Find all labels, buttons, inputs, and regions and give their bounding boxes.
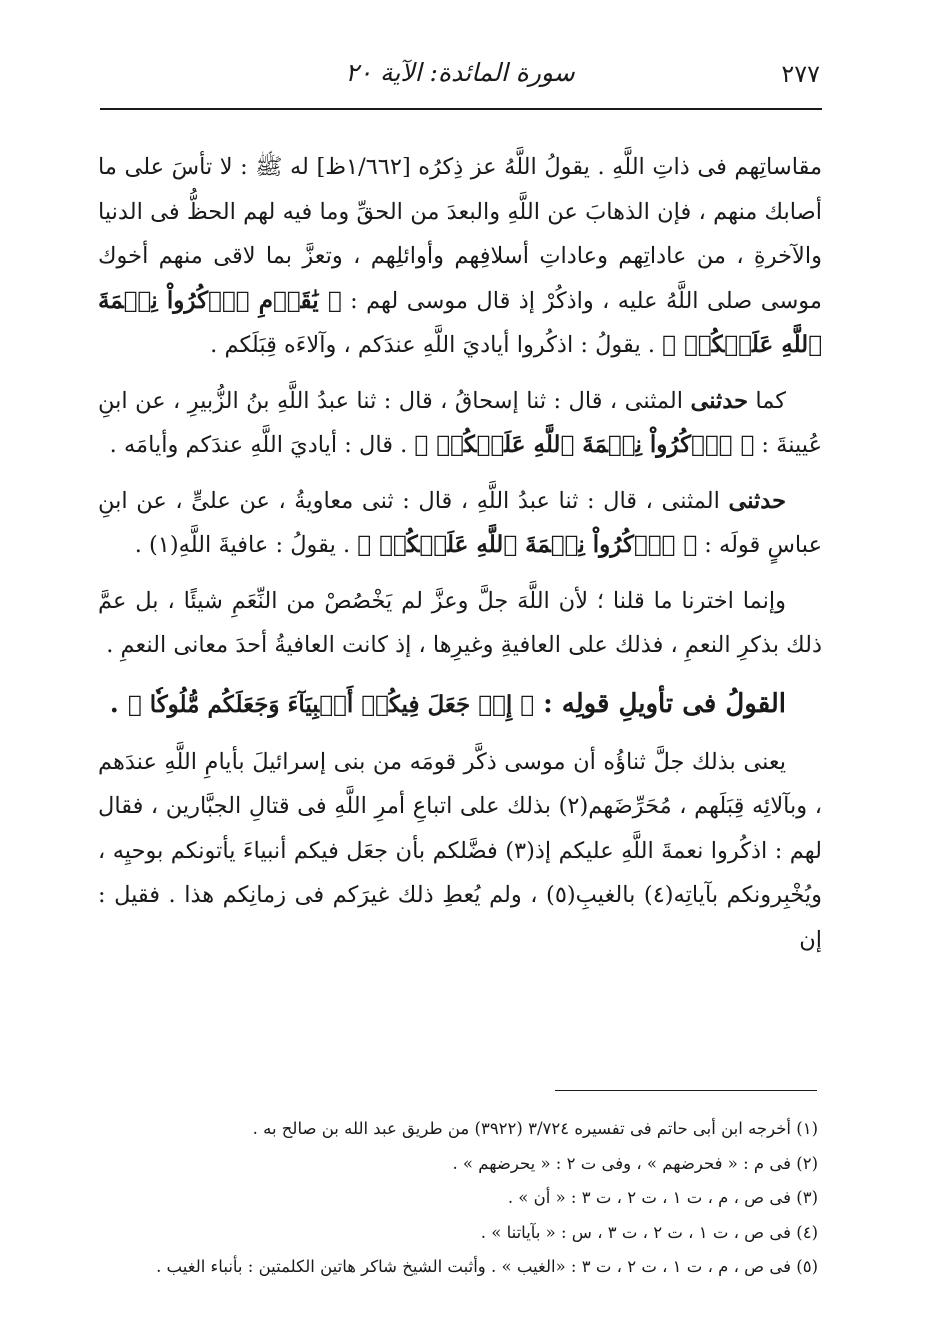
text-segment: المثنى ، قال : ثنا إسحاقُ ، قال : ثنا عبدُ اللَّهِ بنُ الزُّبيرِ ، عن ابنِ عُيينةَ : [98, 387, 822, 458]
text-segment: كما [748, 387, 786, 414]
footnote-4: (٤) فى ص ، ت ١ ، ت ٢ ، ت ٣ ، س : « بآياتنا » . [480, 1222, 818, 1242]
footnote-3: (٣) فى ص ، م ، ت ١ ، ت ٢ ، ت ٣ : « أن » . [507, 1188, 818, 1207]
text-segment: مقاساتِهم فى ذاتِ اللَّهِ . يقولُ اللَّهُ عز ذِكرُه [١/٦٦٢ظ] له ﷺ : لا تأسَ على ما أصابك منهم ، فإن الذهابَ عن اللَّهِ والبعدَ من الحقِّ وما فيه لهم الحظُّ فى الدنيا والآخرةِ ، من عاداتِهم وعاداتِ أسلافِهم وأوائلِهم ، وتعزَّ بما لاقى منهم أخوك موسى صلى اللَّهُ عليه ، واذكُرْ إذ قال موسى لهم : [98, 154, 823, 314]
paragraph-5: يعنى بذلك جلَّ ثناؤُه أن موسى ذكَّر قومَه من بنى إسرائيلَ بأيامِ اللَّهِ عندَهم ، وبآلائِه قِبَلَهم ، مُحَرِّضَهم(٢) بذلك على اتباعِ أمرِ اللَّهِ فى قتالِ الجبَّارين ، فقال لهم : اذكُروا نعمةَ اللَّهِ عليكم إذ(٣) فضَّلكم بأن جعَل فيكم أنبياءَ يأتونكم بوحيِه ، ويُخْبِرونكم بآياتِه(٤) بالغيبِ(٥) ، ولم يُعطِ ذلك غيرَكم فى زمانِكم هذا . فقيل : إن [98, 748, 823, 953]
footnote-1: (١) أخرجه ابن أبى حاتم فى تفسيره ٣/٧٢٤ (٣٩٢٢) من طريق عبد الله بن صالح به . [252, 1119, 818, 1138]
heading-verse: ﴿ إِذۡ جَعَلَ فِيكُمۡ أَنۢبِيَآءَ وَجَعَلَكُم مُّلُوكٗا ﴾ [127, 690, 535, 718]
heading-tail: . [109, 688, 128, 719]
main-text [98, 145, 822, 973]
text-segment: وإنما اخترنا ما قلنا ؛ لأن اللَّهَ جلَّ وعزَّ لم يَخْصُصْ من النِّعَمِ شيئًا ، بل عمَّ ذلك بذكرِ النعمِ ، فذلك على العافيةِ وغيرِها ، إذ كانت العافيةُ أحدَ معانى النعمِ . [98, 587, 822, 658]
paragraph-3 [98, 479, 822, 568]
section-heading [98, 679, 822, 730]
footnote-rule [555, 1090, 817, 1091]
text-segment: . يقولُ : اذكُروا أياديَ اللَّهِ عندَكم ، وآلاءَه قِبَلَكم . [210, 332, 663, 358]
footnotes [98, 1112, 818, 1285]
narration-keyword: حدثنى [690, 387, 748, 414]
narration-keyword: حدثنى [728, 487, 786, 514]
footnote-2: (٢) فى م : « فحرضهم » ، وفى ت ٢ : « يحرضهم » . [452, 1153, 818, 1173]
text-segment: . يقولُ : عافيةَ اللَّهِ(١) . [134, 532, 358, 558]
quran-verse: ﴿ ٱذۡكُرُواْ نِعۡمَةَ ٱللَّهِ عَلَيۡكُمۡ ﴾ [357, 531, 698, 558]
paragraph-2 [98, 379, 822, 468]
footnote-5: (٥) فى ص ، م ، ت ١ ، ت ٢ ، ت ٣ : «الغيب » . وأثبت الشيخ شاكر هاتين الكلمتين : بأنباء الغيب . [156, 1257, 818, 1276]
running-header [100, 58, 820, 94]
header-rule [100, 108, 822, 110]
quran-verse: ﴿ ٱذۡكُرُواْ نِعۡمَةَ ٱللَّهِ عَلَيۡكُمۡ ﴾ [414, 431, 755, 458]
paragraph-4 [98, 579, 822, 668]
paragraph-1 [98, 145, 822, 368]
surah-title: سورة المائدة: الآية ٢٠ [345, 58, 575, 87]
quran-verse: ﴿ يَٰقَوۡمِ ٱذۡكُرُواْ نِعۡمَةَ ٱللَّهِ عَلَيۡكُمۡ ﴾ [98, 286, 822, 358]
page-number: ٢٧٧ [781, 60, 820, 88]
heading-lead: القولُ فى تأويلِ قولِه : [534, 688, 786, 719]
text-segment: المثنى ، قال : ثنا عبدُ اللَّهِ ، قال : ثنى معاويةُ ، عن علىٍّ ، عن ابنِ عباسٍ قولَه : [98, 487, 822, 558]
text-segment: . قال : أياديَ اللَّهِ عندَكم وأيامَه . [109, 432, 415, 458]
